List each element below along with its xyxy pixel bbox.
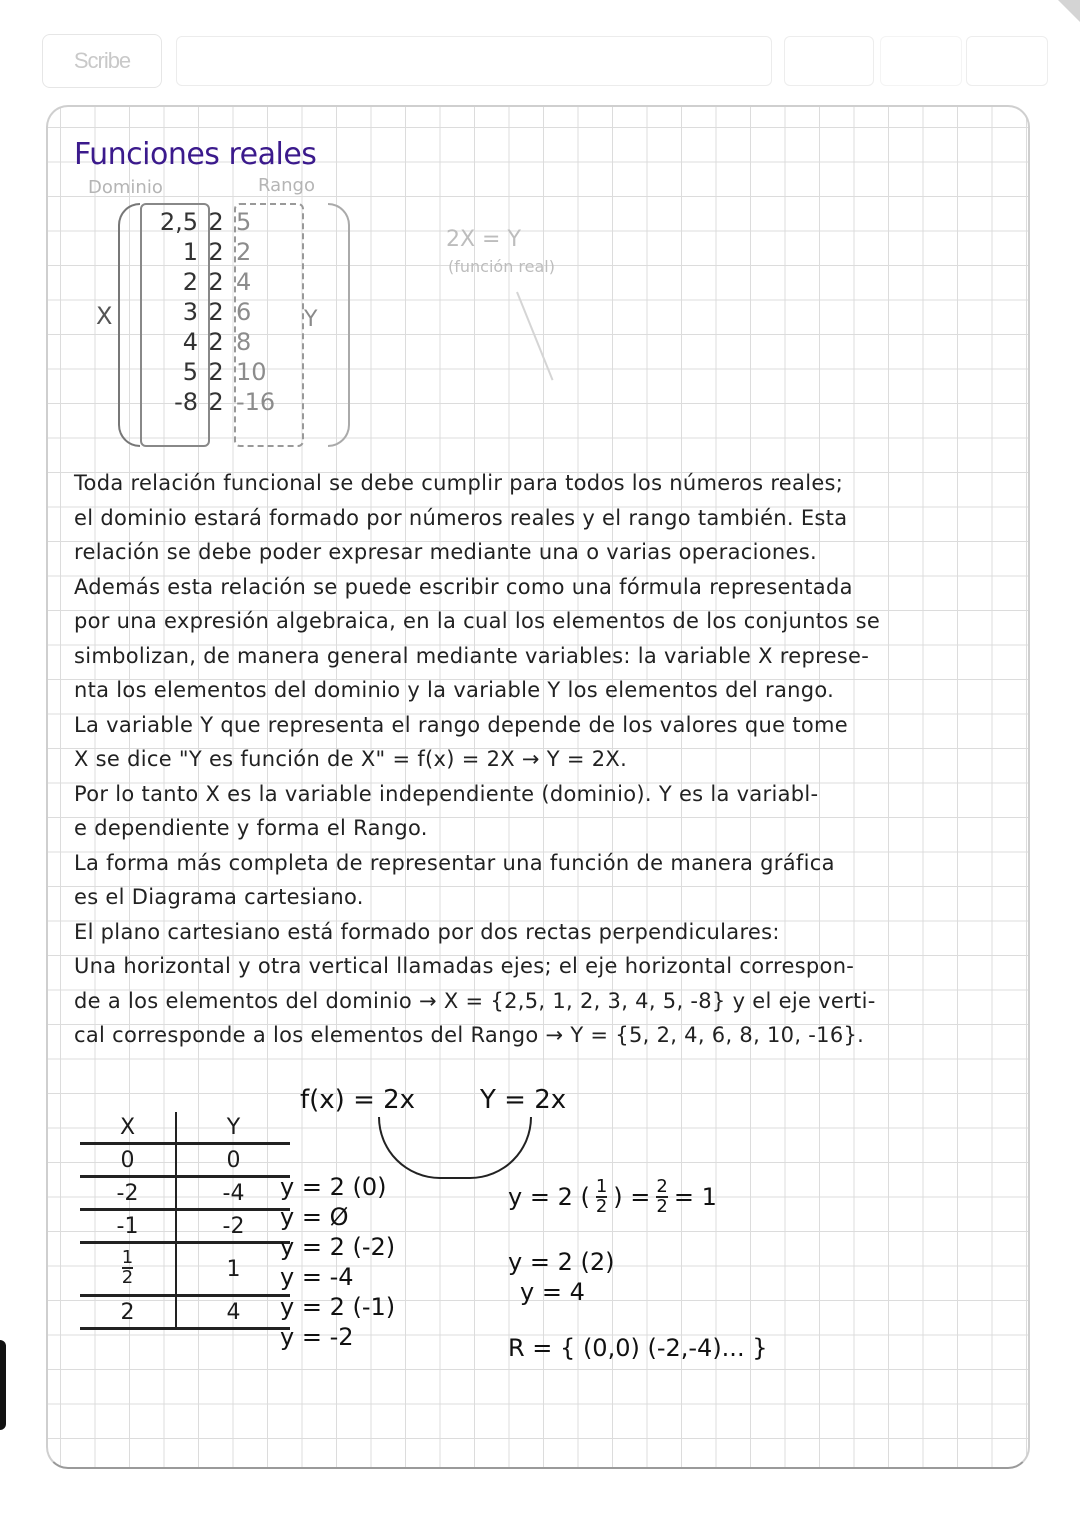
calc-line: y = 2 (-1): [280, 1293, 396, 1321]
side-function-caption: (función real): [448, 257, 555, 276]
text-line: La forma más completa de representar una función de manera gráfica: [74, 850, 835, 875]
calc-half-lhs: y = 2 (: [508, 1183, 590, 1211]
page-edge: [0, 1340, 6, 1430]
text-line: el dominio estará formado por números reales y el rango también. Esta: [74, 505, 848, 530]
app-logo[interactable]: Scribe: [42, 34, 162, 88]
page-title: Funciones reales: [74, 137, 317, 172]
text-line: El plano cartesiano está formado por dos rectas perpendiculares:: [74, 919, 780, 944]
header-button-2[interactable]: [880, 36, 962, 86]
x-cell: -1: [80, 1210, 176, 1243]
y-cell: -2: [176, 1210, 290, 1243]
text-line: Además esta relación se puede escribir como una fórmula representada: [74, 574, 853, 599]
x-cell: [80, 1243, 176, 1296]
text-line: Una horizontal y otra vertical llamadas ejes; el eje horizontal correspon-: [74, 954, 855, 978]
domain-value: 4: [182, 328, 198, 356]
calc-line: y = 4: [520, 1278, 585, 1306]
multiplier: 2: [208, 328, 224, 356]
fraction: [122, 1249, 133, 1287]
header-button-3[interactable]: [966, 36, 1048, 86]
calc-line: y = 2 (2): [508, 1248, 615, 1276]
notebook-page: [46, 105, 1030, 1469]
range-value: 5: [236, 208, 252, 236]
range-value: 10: [236, 358, 267, 386]
page-corner-fold: [1058, 0, 1080, 22]
side-function-note: 2X = Y: [446, 227, 521, 252]
column-header-x: X: [80, 1112, 176, 1144]
domain-value: 2: [182, 268, 198, 296]
multiplier: 2: [208, 388, 224, 416]
y-cell: 4: [176, 1296, 290, 1329]
table-row: [80, 1144, 290, 1177]
calc-half-end: = 1: [673, 1183, 717, 1211]
domain-value: 1: [182, 238, 198, 266]
calculations-left: [280, 1172, 395, 1352]
calc-line: y = -2: [280, 1323, 354, 1351]
x-cell: -2: [80, 1177, 176, 1210]
range-value: -16: [236, 388, 276, 416]
calc-line: y = -4: [280, 1263, 354, 1291]
table-header-row: [80, 1112, 290, 1144]
domain-value: 5: [182, 358, 198, 386]
multiplier: 2: [208, 208, 224, 236]
range-label: Rango: [258, 175, 315, 196]
y-cell: -4: [176, 1177, 290, 1210]
domain-values: [138, 207, 198, 417]
calc-half: [508, 1172, 767, 1222]
y-variable-label: Y: [304, 307, 318, 332]
range-value: 2: [236, 238, 252, 266]
text-line: es el Diagrama cartesiano.: [74, 885, 364, 909]
range-value: 4: [236, 268, 252, 296]
text-line-domain: de a los elementos del dominio → X = {2,5, 1, 2, 3, 4, 5, -8} y el eje verti-: [74, 988, 876, 1013]
text-line: por una expresión algebraica, en la cual los elementos de los conjuntos se: [74, 609, 881, 633]
curved-arrow: [378, 1117, 532, 1179]
numerator: 2: [656, 1176, 668, 1197]
range-values: [236, 207, 296, 417]
range-value: 8: [236, 328, 252, 356]
denominator: 2: [656, 1196, 668, 1217]
table-row: [80, 1296, 290, 1329]
x-variable-label: X: [96, 302, 113, 330]
numerator: 1: [595, 1176, 608, 1197]
function-notation: f(x) = 2x: [300, 1085, 416, 1115]
domain-range-mapping: [68, 167, 398, 457]
calc-half-mid: ) =: [613, 1183, 651, 1211]
text-line-range: cal corresponde a los elementos del Rango → Y = {5, 2, 4, 6, 8, 10, -16}.: [74, 1023, 865, 1047]
text-line: Toda relación funcional se debe cumplir para todos los números reales;: [74, 471, 844, 495]
domain-value: 2,5: [159, 208, 198, 236]
app-header: [20, 32, 1025, 92]
calculations-right: [508, 1172, 767, 1362]
x-cell: 2: [80, 1296, 176, 1329]
multiplier-values: [204, 207, 228, 417]
search-input[interactable]: [176, 36, 772, 86]
text-line: nta los elementos del dominio y la variable Y los elementos del rango.: [74, 678, 835, 702]
x-cell: 0: [80, 1144, 176, 1177]
table-row: [80, 1243, 290, 1296]
arrow-line: [516, 292, 553, 381]
multiplier: 2: [208, 298, 224, 326]
domain-label: Dominio: [88, 177, 163, 198]
denominator: 2: [121, 1267, 134, 1288]
calc-line: y = 2 (-2): [280, 1233, 396, 1261]
calc-line: y = Ø: [280, 1203, 349, 1231]
range-value: 6: [236, 298, 252, 326]
relation-set: R = { (0,0) (-2,-4)... }: [508, 1334, 768, 1362]
multiplier: 2: [208, 238, 224, 266]
calc-line: y = 2 (0): [280, 1173, 387, 1201]
numerator: 1: [121, 1247, 134, 1268]
fraction-half: [596, 1178, 607, 1216]
domain-value: 3: [182, 298, 198, 326]
denominator: 2: [595, 1196, 608, 1217]
notes-paragraph: [74, 465, 1004, 1052]
table-row: [80, 1177, 290, 1210]
header-button-1[interactable]: [784, 36, 874, 86]
multiplier: 2: [208, 358, 224, 386]
xy-value-table: [80, 1112, 290, 1330]
text-line: Por lo tanto X es la variable independiente (dominio). Y es la variabl-: [74, 781, 819, 806]
domain-value: -8: [174, 388, 198, 416]
multiplier: 2: [208, 268, 224, 296]
column-header-y: Y: [176, 1112, 290, 1144]
table-row: [80, 1210, 290, 1243]
text-line: e dependiente y forma el Rango.: [74, 816, 428, 840]
function-equation: Y = 2x: [480, 1085, 567, 1115]
text-line: relación se debe poder expresar mediante una o varias operaciones.: [74, 540, 817, 564]
left-brace: [118, 203, 140, 447]
y-cell: 1: [176, 1243, 290, 1296]
fraction-result: [656, 1178, 667, 1216]
y-cell: 0: [176, 1144, 290, 1177]
text-line: X se dice "Y es función de X" = f(x) = 2X → Y = 2X.: [74, 747, 628, 771]
right-brace: [328, 203, 350, 447]
text-line: simbolizan, de manera general mediante variables: la variable X represe-: [74, 643, 870, 668]
text-line: La variable Y que representa el rango depende de los valores que tome: [74, 712, 848, 737]
